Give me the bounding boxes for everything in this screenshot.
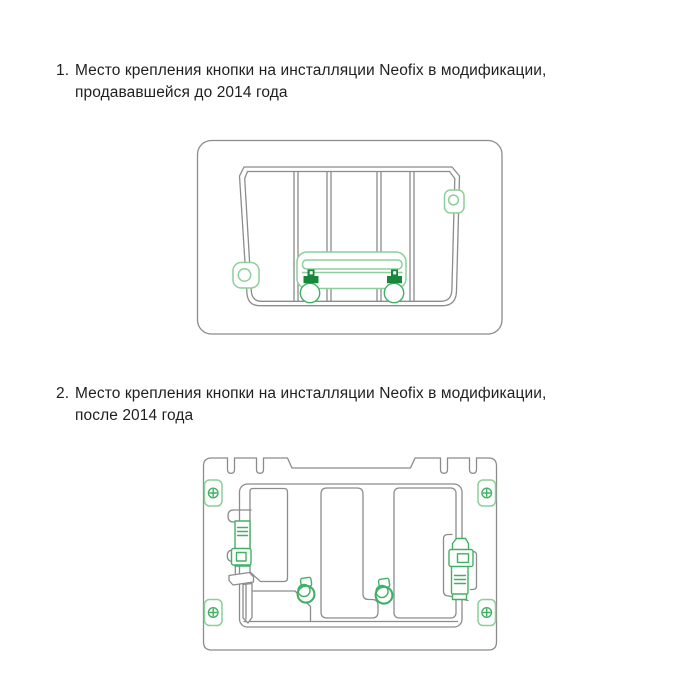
neofix-pre-2014-installation-diagram	[196, 139, 504, 336]
list-item-1	[56, 60, 561, 104]
corner-angle-bracket	[229, 573, 254, 624]
pipe-clip-right	[376, 578, 393, 603]
rod-clip-right-slot	[393, 271, 396, 274]
button-latch-right	[444, 535, 477, 601]
inner-frame	[240, 484, 463, 627]
mount-bracket-bar	[303, 260, 403, 269]
mount-tab-right	[445, 190, 465, 213]
screw-pad-bottom-left	[205, 600, 223, 626]
screw-pad-top-right	[478, 480, 496, 506]
item-number: 2.	[56, 385, 70, 402]
item-text: Место крепления кнопки на инсталляции Neofix в модификации, продававшейся до 2014 года	[75, 62, 547, 101]
panel-left	[250, 489, 288, 582]
list-item-2	[56, 383, 561, 427]
rod-clip-left-slot	[310, 271, 313, 274]
panel-right	[394, 488, 456, 618]
button-mount-assembly	[297, 252, 406, 303]
flush-rod-right	[384, 283, 403, 302]
panel-center	[321, 488, 378, 618]
screw-pad-top-left	[205, 480, 223, 506]
mount-tab-left	[233, 263, 259, 289]
pipe-clip-left	[298, 577, 315, 602]
item-number: 1.	[56, 62, 70, 79]
item-text: Место крепления кнопки на инсталляции Neofix в модификации, после 2014 года	[75, 385, 547, 424]
screw-pad-bottom-right	[478, 600, 496, 626]
neofix-post-2014-installation-diagram	[200, 455, 500, 655]
flush-rod-left	[300, 283, 319, 302]
